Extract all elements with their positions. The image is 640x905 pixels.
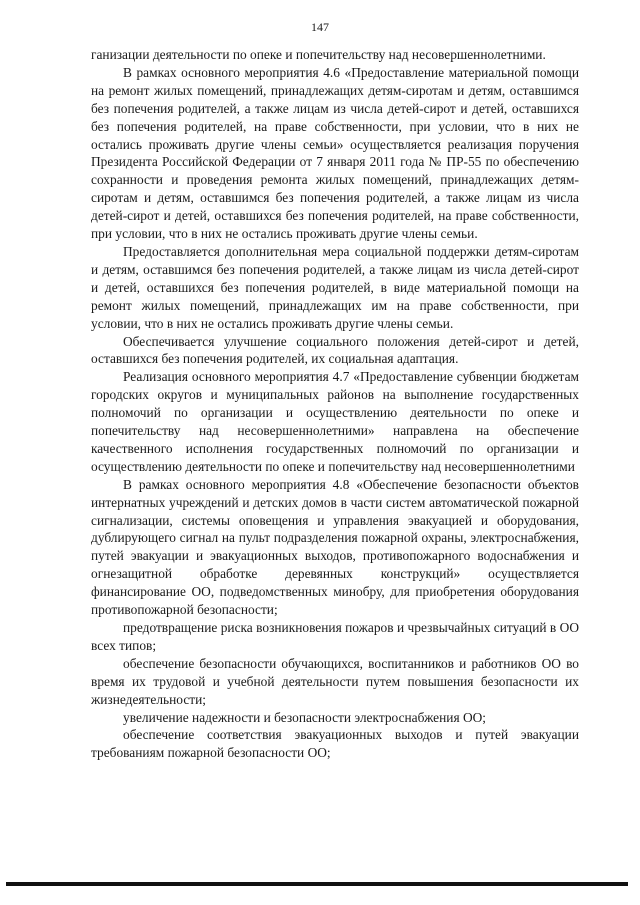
paragraph-2: В рамках основного мероприятия 4.6 «Предоставление материальной помощи на ремонт жилых помещений, принадлежащих детям-сиротам и детям, оставшимся без попечения родителей, а также лицам из числа детей-сирот и детей, оставшихся без попечения родителей, на праве собственности, при условии, что в них не остались проживать другие члены семьи» осуществляется реализация поручения Президента Российской Федерации от 7 января 2011 года № ПР-55 по обеспечению сохранности и проведения ремонта жилых помещений, принадлежащих детям-сиротам и детям, оставшимся без попечения родителей, а также лицам из числа детей-сирот и детей, оставшихся без попечения родителей, на праве собственности, при условии, что в них не остались проживать другие члены семьи. bbox=[91, 64, 579, 242]
document-body bbox=[91, 46, 579, 762]
paragraph-3: Предоставляется дополнительная мера социальной поддержки детям-сиротам и детям, оставшимся без попечения родителей, а также лицам из числа детей-сирот и детей, оставшихся без попечения родителей, в виде материальной помощи на ремонт жилых помещений, принадлежащих им на праве собственности, при условии, что в них не остались проживать другие члены семьи. bbox=[91, 243, 579, 331]
paragraph-9: увеличение надежности и безопасности электроснабжения ОО; bbox=[123, 709, 487, 725]
paragraph-10: обеспечение соответствия эвакуационных выходов и путей эвакуации требованиям пожарной безопасности ОО; bbox=[91, 727, 579, 761]
paragraph-7: предотвращение риска возникновения пожаров и чрезвычайных ситуаций в ОО всех типов; bbox=[91, 620, 579, 653]
paragraph-6: В рамках основного мероприятия 4.8 «Обеспечение безопасности объектов интернатных учреждений и детских домов в части систем автоматической пожарной сигнализации, системы оповещения и управления эвакуацией и оборудования, дублирующего сигнал на пульт подразделения пожарной охраны, электроснабжения, путей эвакуации и эвакуационных выходов, противопожарного водоснабжения и огнезащитной обработке деревянных конструкций» осуществляется финансирование ОО, подведомственных минобру, для приобретения оборудования противопожарной безопасности; bbox=[91, 476, 579, 618]
paragraph-4: Обеспечивается улучшение социального положения детей-сирот и детей, оставшихся без попечения родителей, их социальная адаптация. bbox=[91, 333, 579, 367]
bottom-border-line bbox=[6, 882, 628, 886]
paragraph-5: Реализация основного мероприятия 4.7 «Предоставление субвенции бюджетам городских округов и муниципальных районов на выполнение государственных полномочий по организации и осуществлению деятельности по опеке и попечительству над несовершеннолетними» направлена на обеспечение качественного исполнения государственных полномочий по организации и осуществлению деятельности по опеке и попечительству над несовершеннолетними bbox=[91, 369, 579, 474]
paragraph-8: обеспечение безопасности обучающихся, воспитанников и работников ОО во время их трудовой и учебной деятельности путем повышения безопасности их жизнедеятельности; bbox=[91, 655, 579, 707]
paragraph-1: ганизации деятельности по опеке и попечительству над несовершеннолетними. bbox=[91, 47, 546, 62]
page-number: 147 bbox=[311, 20, 329, 34]
